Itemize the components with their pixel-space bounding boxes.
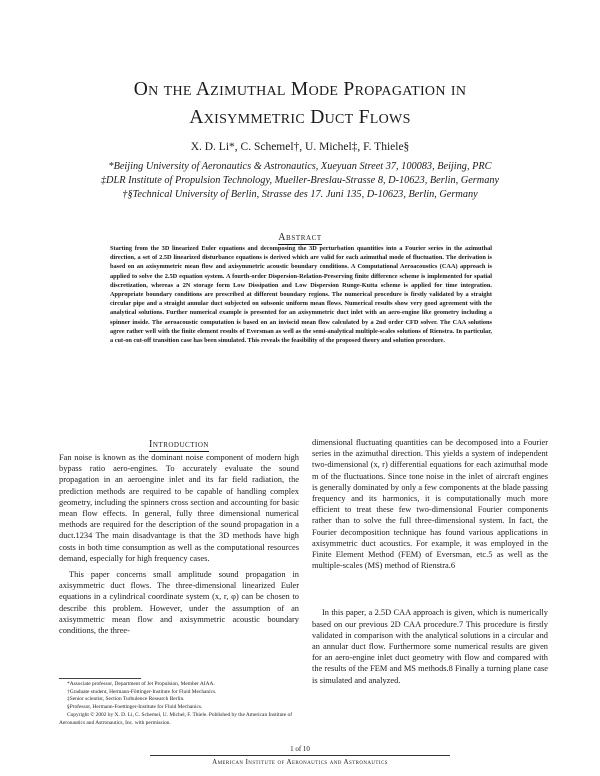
copyright-notice: Copyright © 2002 by X. D. Li, C. Schemel, U. Michel, F. Thiele. Published by the American Institute of Aeronautics and Astronautics, Inc. with permission. — [59, 711, 293, 726]
paper-title — [40, 76, 560, 132]
title-line-1: On the Azimuthal Mode Propagation in — [133, 79, 467, 100]
footnote-2: †Graduate student, Hermann-Föttinger-Institute for Fluid Mechanics. — [67, 688, 217, 695]
footnote-rule — [59, 678, 141, 679]
abstract-text: Starting from the 3D linearized Euler equations and decomposing the 3D perturbation quantities into a Fourier series in the azimuthal direction, a set of 2.5D linearized disturbance equations is derived which are valid for each azimuthal mode of fluctuation. The derivation is based on an axisymmetric mean flow and axisymmetric acoustic boundary conditions. A Computational Aeroacoustics (CAA) approach is applied to solve the 2.5D equation system. A fourth-order Dispersion-Relation-Preserving finite difference scheme is implemented for spatial discretization, whereas a 2N storage form Low Dissipation and Low Dispersion Runge-Kutta scheme is applied for time integration. Appropriate boundary conditions are prescribed at different boundary regions. The numerical procedure is firstly validated by a straight circular pipe and a straight annular duct subjected on subsonic uniform mean flows. Numerical results show very good agreement with the analytical solutions. Further numerical example is presented for an axisymmetric duct inlet with an aero-engine like geometry including a spinner inside. The aeroacoustic computation is based on an inviscid mean flow calculated by a 2nd order CFD solver. The CAA solutions agree rather well with the finite element results of Eversman as well as the semi-analytical multiple-scales solutions of Rienstra. In particular, a cut-on cut-off transition case has been simulated. This reveals the feasibility of the proposed theory and solution procedure. — [110, 245, 492, 345]
affiliation-dlr: ‡DLR Institute of Propulsion Technology, Mueller-Breslau-Strasse 8, D-10623, Berlin, Germany — [100, 175, 500, 186]
abstract-heading: Abstract — [278, 232, 322, 243]
affiliation-tu-berlin: †§Technical University of Berlin, Strasse des 17. Juni 135, D-10623, Berlin, Germany — [122, 189, 478, 200]
footnote-4: §Professor, Hermann-Foettinger-Institute for Fluid Mechanics. — [67, 704, 203, 711]
intro-paragraph-2: This paper concerns small amplitude sound propagation in axisymmetric duct flows. The three-dimensional linearized Euler equations in a cylindrical coordinate system (x, r, φ) can be chosen to describe this problem. However, under the assumption of an axisymmetric mean flow and axisymmetric acoustic boundary conditions, the three- — [59, 570, 299, 636]
intro-paragraph-4: In this paper, a 2.5D CAA approach is given, which is numerically based on our previous 2D CAA procedure.7 This procedure is firstly validated in comparison with the analytical solutions in a circular and an annular duct flow. Furthermore some numerical results are given for an aero-engine inlet duct geometry with flow and compared with the results of the FEM and MS methods.8 Finally a turning plane case is simulated and analyzed. — [312, 608, 548, 685]
affiliation-beijing: *Beijing University of Aeronautics & Astronautics, Xueyuan Street 37, 100083, Beijing, PRC — [108, 161, 492, 172]
footnote-1: *Associate professor, Department of Jet Propulsion, Member AIAA. — [67, 681, 215, 687]
left-column — [59, 452, 299, 636]
page-number: 1 of 10 — [290, 745, 310, 753]
intro-paragraph-1: Fan noise is known as the dominant noise component of modern high bypass ratio aero-engines. To accurately evaluate the sound propagation in an aeroengine inlet and its far field radiation, the prediction methods are required to be capable of handling complex geometry, including the spinners cross section and accounting for basic mean flow effects. In general, fully three dimensional numerical methods are required for the description of the sound propagation in a duct.1234 The main disadvantage is that the 3D methods have high costs in both time consumption as well as the computational resources demand, especially for high frequency cases. — [59, 453, 299, 563]
page-footer: American Institute of Aeronautics and Astronautics — [212, 758, 388, 766]
introduction-heading: Introduction — [149, 439, 209, 450]
footer-rule — [150, 755, 450, 756]
author-list: X. D. Li*, C. Schemel†, U. Michel‡, F. Thiele§ — [190, 141, 410, 153]
footnotes — [59, 681, 304, 727]
right-column — [312, 437, 548, 686]
footnote-3: ‡Senior scientist, Section Turbulence Research Berlin. — [67, 696, 185, 703]
title-line-2: Axisymmetric Duct Flows — [189, 107, 411, 128]
intro-paragraph-3: dimensional fluctuating quantities can be decomposed into a Fourier series in the azimuthal direction. This yields a system of independent two-dimensional (x, r) differential equations for each azimuthal mode m of the fluctuations. Since tone noise in the inlet of aircraft engines is generally dominated by only a few components at the blade passing frequency and its harmonics, it is computationally much more efficient to treat these few two-dimensional Fourier components rather than to solve the full three-dimensional system. In fact, the Fourier decomposition technique has found various applications in axisymmetric duct acoustics. For example, it was employed in the Finite Element Method (FEM) of Eversman, etc.5 as well as the multiple-scales (MS) method of Rienstra.6 — [312, 438, 548, 571]
